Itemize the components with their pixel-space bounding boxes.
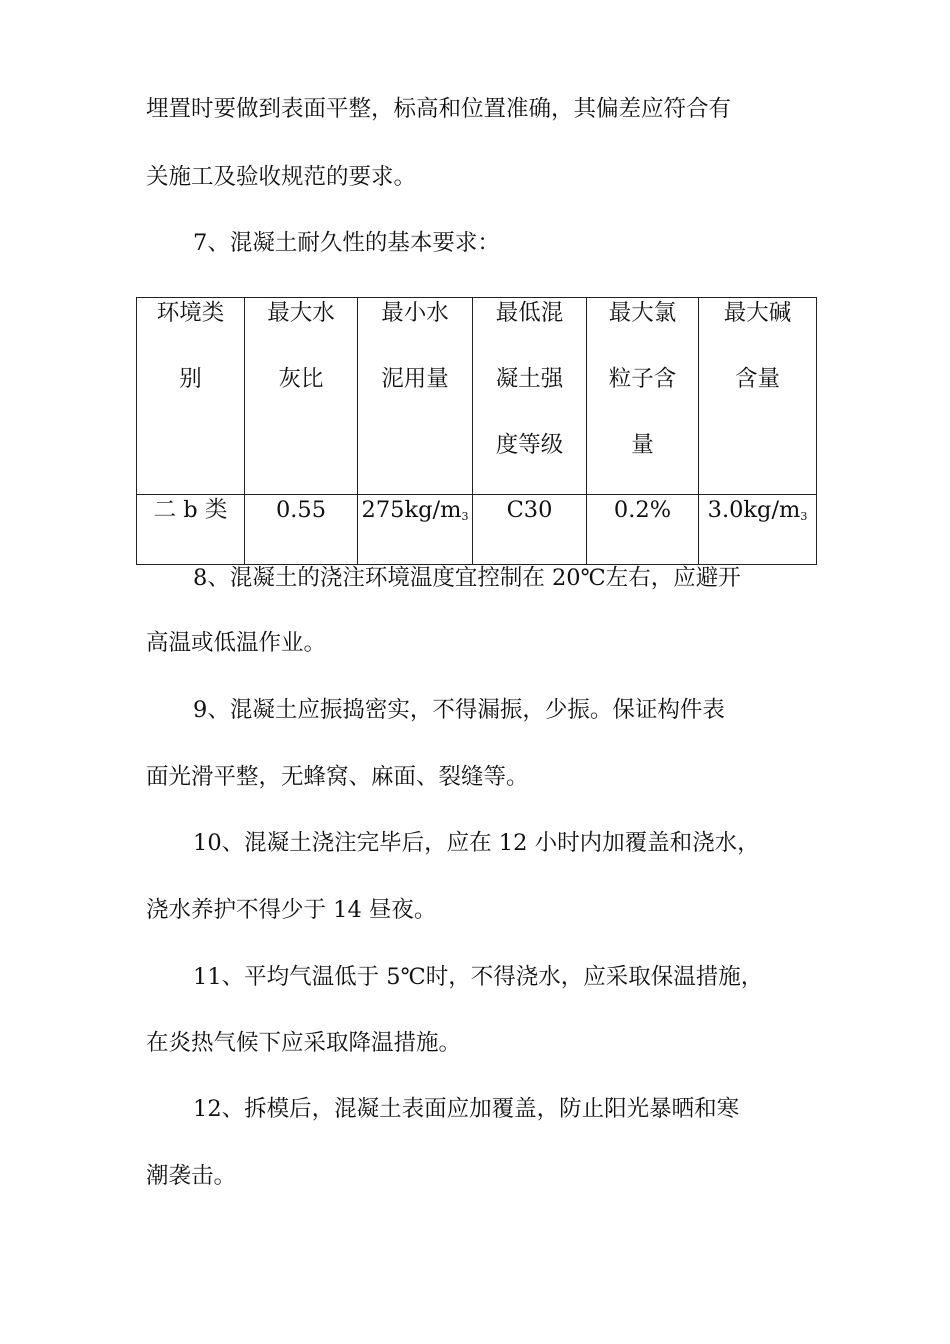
paragraph-6-line-2: 关施工及验收规范的要求。 [146, 164, 417, 190]
paragraph-11-line-1: 11、平均气温低于 5℃时，不得浇水，应采取保温措施， [193, 964, 764, 990]
paragraph-9-line-1: 9、混凝土应振捣密实，不得漏振，少振。保证构件表 [193, 697, 725, 723]
header-environment-category: 环境类 别 [137, 298, 245, 495]
table-header-row [137, 298, 817, 495]
paragraph-9-line-2: 面光滑平整，无蜂窝、麻面、裂缝等。 [146, 764, 529, 790]
table-row [137, 495, 817, 565]
paragraph-8-line-1: 8、混凝土的浇注环境温度宜控制在 20℃左右，应避开 [193, 565, 741, 591]
header-min-cement-content: 最小水 泥用量 [358, 298, 473, 495]
header-max-chloride-content: 最大氯 粒子含 量 [587, 298, 699, 495]
header-max-water-cement-ratio: 最大水 灰比 [245, 298, 358, 495]
paragraph-7-heading: 7、混凝土耐久性的基本要求： [193, 230, 500, 256]
cell-max-alkali-content: $3.0kg/m^3$ [699, 495, 817, 565]
cell-min-concrete-grade: C30 [473, 495, 587, 565]
paragraph-8-line-2: 高温或低温作业。 [146, 630, 327, 656]
durability-requirements-table [136, 297, 817, 565]
paragraph-10-line-2: 浇水养护不得少于 14 昼夜。 [146, 897, 437, 923]
paragraph-6-line-1: 埋置时要做到表面平整，标高和位置准确，其偏差应符合有 [146, 96, 732, 122]
header-min-concrete-grade: 最低混 凝土强 度等级 [473, 298, 587, 495]
paragraph-11-line-2: 在炎热气候下应采取降温措施。 [146, 1030, 462, 1056]
header-max-alkali-content: 最大碱 含量 [699, 298, 817, 495]
paragraph-10-line-1: 10、混凝土浇注完毕后，应在 12 小时内加覆盖和浇水， [193, 830, 760, 856]
cell-max-water-cement-ratio: 0.55 [245, 495, 358, 565]
cell-min-cement-content: $275kg/m^3$ [358, 495, 473, 565]
cell-environment-category: 二 b 类 [137, 495, 245, 565]
cell-max-chloride-content: 0.2% [587, 495, 699, 565]
paragraph-12-line-2: 潮袭击。 [146, 1163, 237, 1189]
paragraph-12-line-1: 12、拆模后，混凝土表面应加覆盖，防止阳光暴晒和寒 [193, 1096, 740, 1122]
